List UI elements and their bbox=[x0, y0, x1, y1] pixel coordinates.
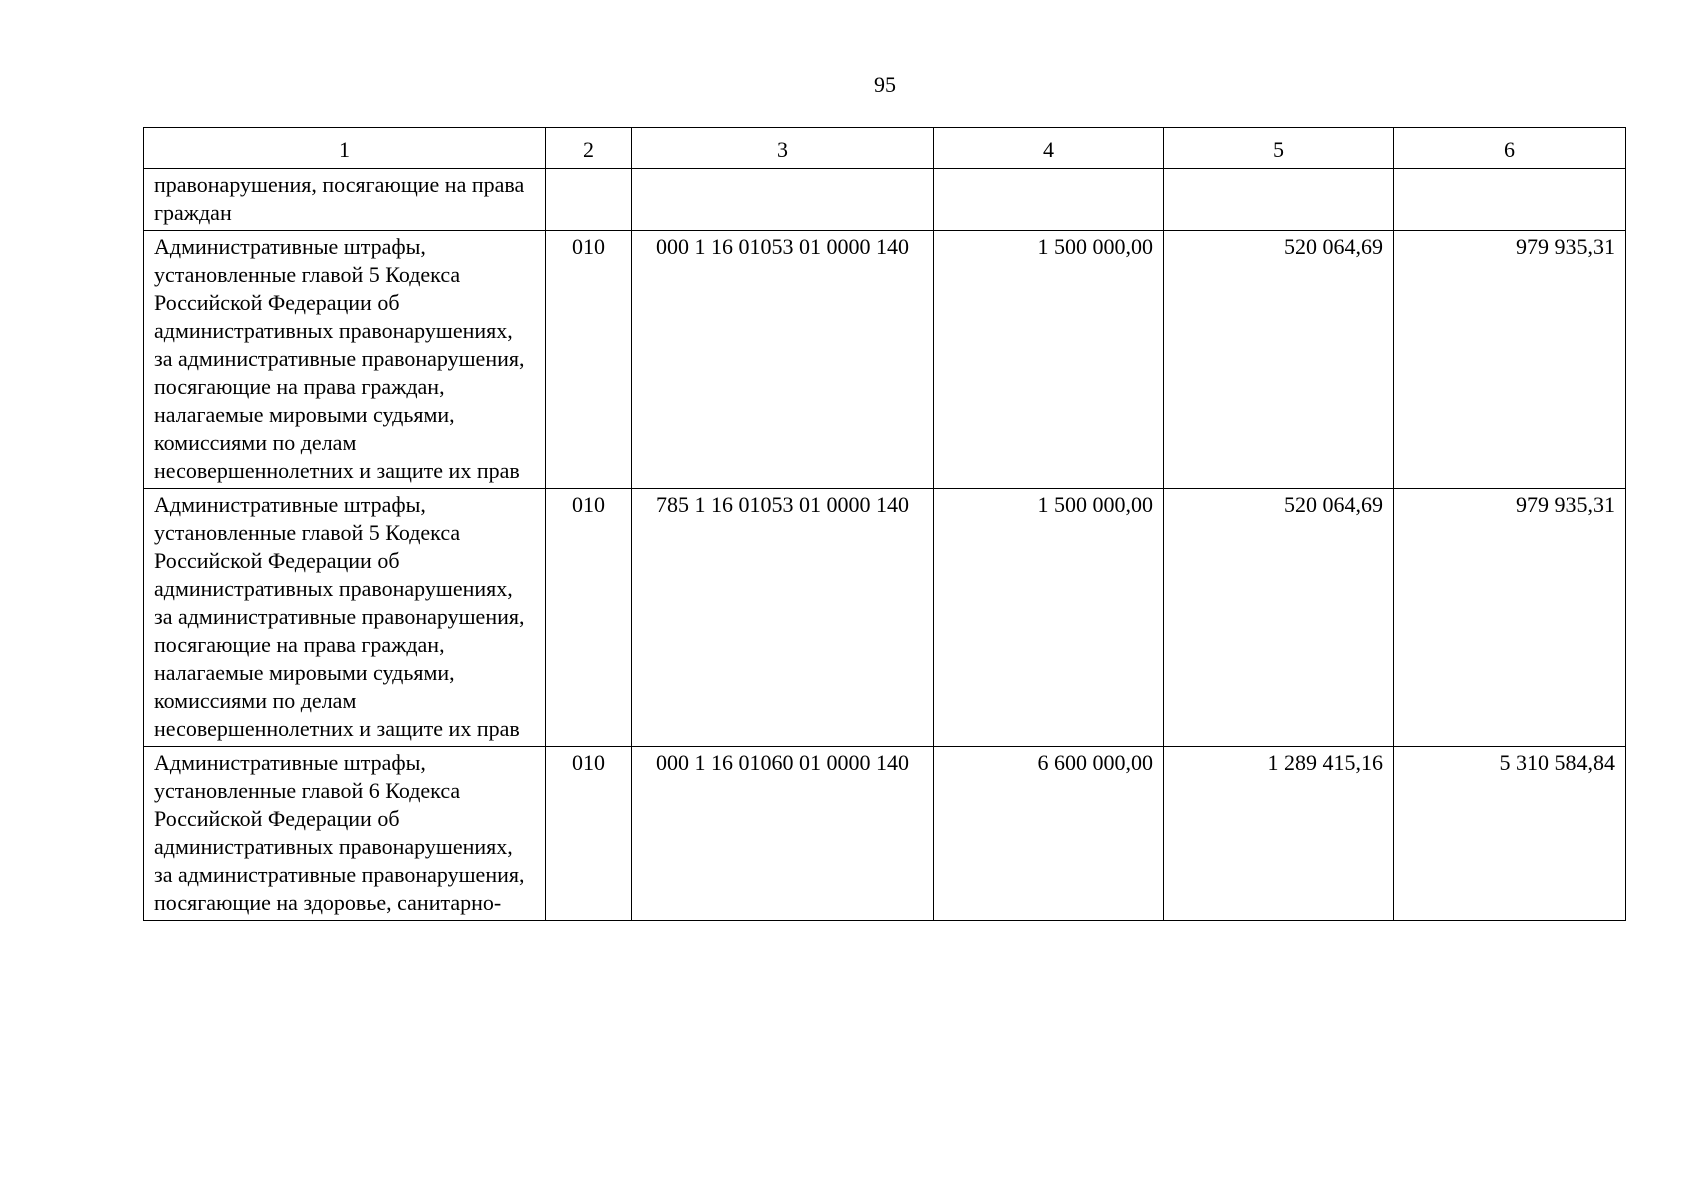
table-header-row bbox=[144, 128, 1626, 169]
column-header: 2 bbox=[546, 128, 632, 169]
approved-cell: 6 600 000,00 bbox=[934, 747, 1164, 921]
line-code-cell: 010 bbox=[546, 231, 632, 489]
approved-cell: 1 500 000,00 bbox=[934, 231, 1164, 489]
table-row bbox=[144, 747, 1626, 921]
approved-cell: 1 500 000,00 bbox=[934, 489, 1164, 747]
income-code-cell bbox=[632, 169, 934, 231]
row-name-cell: Административные штрафы, установленные главой 5 Кодекса Российской Федерации об административных правонарушениях, за административные правонарушения, посягающие на права граждан, налагаемые мировыми судьями, комиссиями по делам несовершеннолетних и защите их прав bbox=[144, 231, 546, 489]
unexecuted-cell: 5 310 584,84 bbox=[1394, 747, 1626, 921]
executed-cell bbox=[1164, 169, 1394, 231]
column-header: 1 bbox=[144, 128, 546, 169]
line-code-cell: 010 bbox=[546, 747, 632, 921]
income-code-cell: 785 1 16 01053 01 0000 140 bbox=[632, 489, 934, 747]
executed-cell: 520 064,69 bbox=[1164, 231, 1394, 489]
row-name-cell: правонарушения, посягающие на права граждан bbox=[144, 169, 546, 231]
income-code-cell: 000 1 16 01060 01 0000 140 bbox=[632, 747, 934, 921]
executed-cell: 1 289 415,16 bbox=[1164, 747, 1394, 921]
table-row bbox=[144, 169, 1626, 231]
unexecuted-cell bbox=[1394, 169, 1626, 231]
income-code-cell: 000 1 16 01053 01 0000 140 bbox=[632, 231, 934, 489]
column-header: 4 bbox=[934, 128, 1164, 169]
column-header: 6 bbox=[1394, 128, 1626, 169]
column-header: 3 bbox=[632, 128, 934, 169]
table-row bbox=[144, 489, 1626, 747]
line-code-cell: 010 bbox=[546, 489, 632, 747]
unexecuted-cell: 979 935,31 bbox=[1394, 231, 1626, 489]
table-row bbox=[144, 231, 1626, 489]
column-header: 5 bbox=[1164, 128, 1394, 169]
line-code-cell bbox=[546, 169, 632, 231]
approved-cell bbox=[934, 169, 1164, 231]
row-name-cell: Административные штрафы, установленные главой 6 Кодекса Российской Федерации об административных правонарушениях, за административные правонарушения, посягающие на здоровье, санитарно- bbox=[144, 747, 546, 921]
executed-cell: 520 064,69 bbox=[1164, 489, 1394, 747]
unexecuted-cell: 979 935,31 bbox=[1394, 489, 1626, 747]
page-number: 95 bbox=[874, 72, 896, 97]
budget-table bbox=[143, 127, 1626, 921]
row-name-cell: Административные штрафы, установленные главой 5 Кодекса Российской Федерации об административных правонарушениях, за административные правонарушения, посягающие на права граждан, налагаемые мировыми судьями, комиссиями по делам несовершеннолетних и защите их прав bbox=[144, 489, 546, 747]
